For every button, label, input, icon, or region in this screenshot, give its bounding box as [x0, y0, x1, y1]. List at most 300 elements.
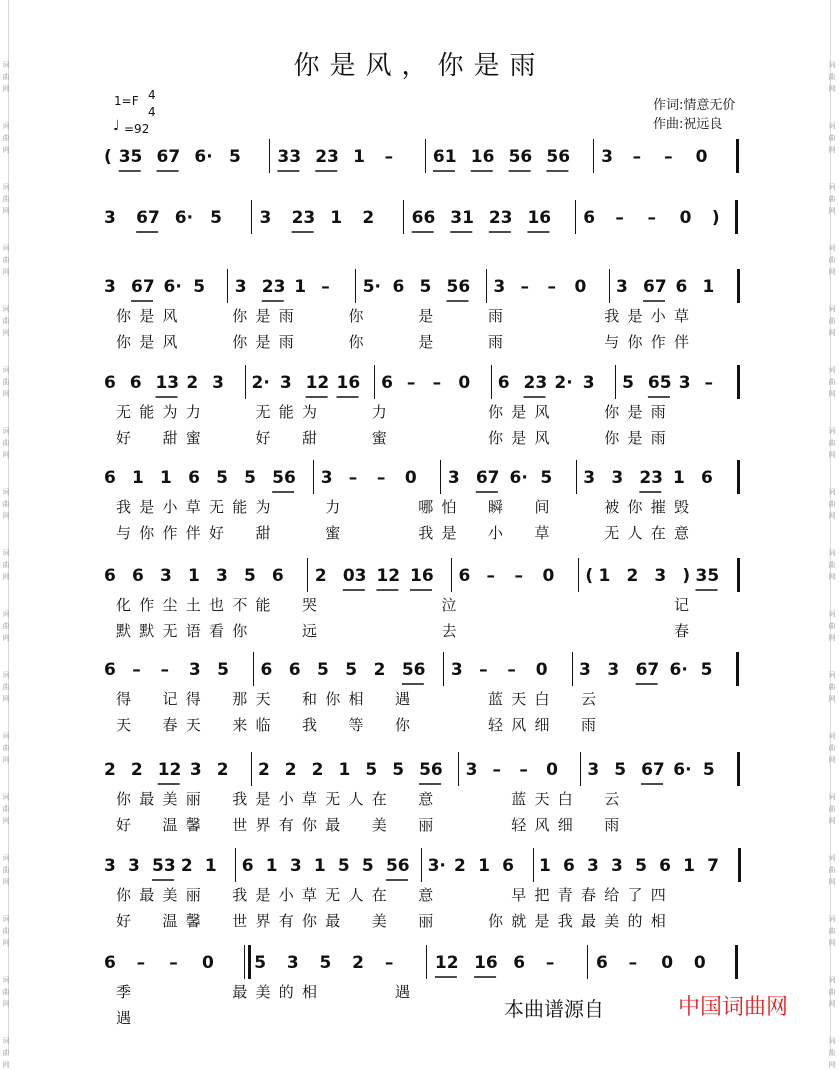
watermark-char: 词: [2, 122, 10, 130]
note-token: 6: [104, 953, 116, 973]
note-token: 3: [654, 566, 667, 586]
watermark-char: 词: [2, 671, 10, 679]
watermark-char: 网: [828, 634, 836, 642]
note-token: 3: [587, 856, 599, 876]
note-token: 6: [104, 373, 116, 393]
watermark-char: 曲: [2, 561, 10, 569]
lyric-line: 遇: [116, 1009, 140, 1027]
note-token: 6·: [669, 660, 688, 680]
note-token: 3: [587, 760, 600, 780]
lyric-line: 得 记得 那天 和你相 遇 蓝天白 云: [116, 690, 605, 708]
note-token: 2: [186, 373, 199, 393]
note-token: 5: [217, 660, 229, 680]
watermark-char: 曲: [2, 805, 10, 813]
watermark-char: 曲: [828, 195, 836, 203]
note-token: ): [711, 208, 720, 228]
note-token: 5: [319, 953, 332, 973]
note-token: 6·: [163, 277, 182, 297]
note-token: 56: [401, 660, 426, 680]
lyric-line: 我是小草无能为 力 哪怕 瞬 间 被你摧毁: [116, 498, 698, 516]
note-token: 1: [598, 566, 611, 586]
watermark-char: 词: [828, 549, 836, 557]
note-token: 3: [616, 277, 628, 297]
note-token: 2·: [554, 373, 573, 393]
note-token: 0: [404, 468, 417, 488]
note-token: 1: [353, 147, 365, 167]
watermark-char: 曲: [828, 866, 836, 874]
watermark-char: 曲: [2, 988, 10, 996]
note-token: 5: [193, 277, 206, 297]
note-token: 0: [458, 373, 471, 393]
note-token: 3·: [427, 856, 446, 876]
note-token: 3: [447, 468, 460, 488]
note-token: 23: [261, 277, 286, 297]
note-token: 3: [601, 147, 613, 167]
note-token: 5: [337, 856, 350, 876]
watermark-char: 词: [2, 366, 10, 374]
note-token: 56: [446, 277, 471, 297]
note-token: 56: [546, 147, 571, 167]
note-token: 16: [527, 208, 552, 228]
watermark-char: 曲: [2, 134, 10, 142]
note-token: 1: [265, 856, 278, 876]
watermark-char: 曲: [828, 1049, 836, 1057]
note-token: 13: [155, 373, 180, 393]
note-token: 5: [702, 760, 715, 780]
note-token: 6: [271, 566, 284, 586]
watermark-char: 网: [828, 939, 836, 947]
note-token: 3: [104, 277, 116, 297]
note-token: –: [160, 660, 170, 680]
note-token: 3: [259, 208, 272, 228]
note-token: 3: [450, 660, 463, 680]
note-token: 61: [432, 147, 457, 167]
note-token: 6: [502, 856, 514, 876]
note-token: 53: [152, 856, 176, 876]
watermark-char: 网: [2, 268, 10, 276]
note-token: 7: [707, 856, 719, 876]
note-token: 0: [535, 660, 548, 680]
note-token: 3: [279, 373, 292, 393]
note-token: 5·: [362, 277, 381, 297]
note-token: 6: [701, 468, 713, 488]
watermark-char: 词: [828, 61, 836, 69]
beam-lines: [96, 373, 756, 403]
watermark-char: 曲: [2, 439, 10, 447]
lyric-line: 你最美丽 我是小草无人在 意 蓝天白 云: [116, 790, 628, 808]
watermark-char: 词: [828, 854, 836, 862]
note-token: 67: [643, 277, 667, 297]
lyricist: 作词:情意无价: [653, 98, 736, 113]
note-token: 33: [277, 147, 302, 167]
note-token: 6·: [673, 760, 692, 780]
note-token: 6·: [509, 468, 528, 488]
beam-lines: [96, 147, 756, 177]
watermark-char: 曲: [2, 256, 10, 264]
lyric-line: 化作尘土也不能 哭 泣 记: [116, 596, 698, 614]
note-token: 67: [641, 760, 665, 780]
watermark-char: 曲: [828, 805, 836, 813]
note-token: 6: [458, 566, 471, 586]
watermark-char: 网: [2, 146, 10, 154]
note-token: –: [321, 277, 330, 297]
watermark-char: 网: [828, 85, 836, 93]
note-token: 3: [289, 856, 302, 876]
note-token: 16: [474, 953, 498, 973]
watermark-char: 网: [2, 1061, 10, 1069]
note-token: –: [547, 277, 556, 297]
note-token: 3: [188, 660, 201, 680]
watermark-char: 网: [828, 512, 836, 520]
watermark-char: 曲: [2, 622, 10, 630]
watermark-char: 网: [2, 329, 10, 337]
watermark-char: 词: [828, 305, 836, 313]
note-token: 1: [672, 468, 685, 488]
note-token: 6: [513, 953, 526, 973]
lyric-line: 季 最美的相 遇: [116, 983, 419, 1001]
watermark-char: 网: [2, 817, 10, 825]
note-token: 3: [611, 468, 624, 488]
watermark-char: 网: [2, 1000, 10, 1008]
note-token: 5: [622, 373, 635, 393]
note-token: 6: [392, 277, 405, 297]
note-token: –: [169, 953, 178, 973]
note-token: 5: [345, 660, 358, 680]
note-token: –: [507, 660, 516, 680]
lyric-line: 无能为力 无能为 力 你是风 你是雨: [116, 403, 675, 421]
watermark-char: 曲: [828, 73, 836, 81]
watermark-char: 词: [2, 427, 10, 435]
note-token: 3: [320, 468, 333, 488]
note-token: 6: [675, 277, 688, 297]
note-token: 16: [470, 147, 495, 167]
composer: 作曲:祝远良: [653, 117, 723, 132]
note-token: 6: [381, 373, 393, 393]
note-token: 5: [419, 277, 432, 297]
note-token: 1: [294, 277, 307, 297]
watermark-char: 曲: [828, 500, 836, 508]
watermark-char: 曲: [2, 500, 10, 508]
watermark-char: 词: [2, 549, 10, 557]
note-token: 5: [317, 660, 329, 680]
note-token: 2: [180, 856, 193, 876]
note-token: 5: [614, 760, 627, 780]
note-token: 1: [683, 856, 695, 876]
watermark-char: 词: [2, 793, 10, 801]
note-token: 6: [131, 566, 144, 586]
note-token: 3: [234, 277, 247, 297]
note-token: 67: [635, 660, 660, 680]
watermark-char: 网: [828, 268, 836, 276]
watermark-char: 词: [2, 732, 10, 740]
note-token: 5: [216, 468, 228, 488]
watermark-char: 曲: [828, 927, 836, 935]
beam-lines: [96, 468, 756, 498]
note-token: 6: [104, 468, 116, 488]
note-token: 2: [284, 760, 297, 780]
note-token: 56: [272, 468, 296, 488]
note-token: 35: [695, 566, 720, 586]
note-token: 0: [542, 566, 555, 586]
note-token: –: [615, 208, 624, 228]
note-token: 1: [330, 208, 343, 228]
note-token: 0: [693, 953, 706, 973]
note-token: 6: [497, 373, 510, 393]
note-token: 3: [583, 468, 596, 488]
watermark-char: 词: [2, 1037, 10, 1045]
note-token: 3: [189, 760, 202, 780]
lyric-line: 好 甜蜜 好 甜 蜜 你是风 你是雨: [116, 429, 675, 447]
note-token: 3: [582, 373, 595, 393]
watermark-char: 曲: [828, 683, 836, 691]
watermark-char: 曲: [2, 1049, 10, 1057]
watermark-char: 网: [2, 390, 10, 398]
watermark-char: 词: [2, 976, 10, 984]
watermark-char: 词: [828, 488, 836, 496]
note-token: 1: [187, 566, 200, 586]
note-token: 23: [639, 468, 664, 488]
note-token: 2: [104, 760, 116, 780]
note-token: 35: [118, 147, 143, 167]
note-token: –: [432, 373, 442, 393]
note-token: 5: [635, 856, 647, 876]
watermark-char: 词: [828, 915, 836, 923]
note-token: 6: [288, 660, 301, 680]
note-token: 2: [314, 566, 327, 586]
note-token: 2: [257, 760, 270, 780]
watermark-char: 网: [828, 1061, 836, 1069]
note-token: 5: [229, 147, 241, 167]
watermark-char: 曲: [2, 195, 10, 203]
note-token: –: [132, 660, 141, 680]
note-token: 1: [132, 468, 144, 488]
site-name: 中国词曲网: [678, 995, 789, 1020]
note-token: –: [492, 760, 501, 780]
watermark-char: 网: [2, 695, 10, 703]
note-token: –: [628, 953, 638, 973]
note-token: 5: [365, 760, 378, 780]
note-token: 1: [538, 856, 551, 876]
note-token: 2: [373, 660, 386, 680]
note-token: 0: [661, 953, 674, 973]
note-token: 16: [336, 373, 361, 393]
watermark-char: 词: [828, 427, 836, 435]
tempo: =92: [124, 122, 150, 136]
note-token: 2: [454, 856, 466, 876]
note-token: 23: [315, 147, 339, 167]
note-token: –: [136, 953, 146, 973]
note-token: –: [376, 468, 386, 488]
note-token: 12: [434, 953, 459, 973]
watermark-char: 网: [828, 451, 836, 459]
watermark-char: 词: [2, 183, 10, 191]
watermark-char: 词: [2, 488, 10, 496]
note-token: 67: [136, 208, 160, 228]
note-token: 16: [410, 566, 434, 586]
note-token: 6: [129, 373, 142, 393]
watermark-char: 曲: [2, 73, 10, 81]
note-token: 2: [216, 760, 229, 780]
note-token: 5: [700, 660, 713, 680]
lyric-line: 好 温馨 世界有你最 美 丽 轻风细 雨: [116, 816, 628, 834]
note-token: –: [348, 468, 358, 488]
watermark-char: 网: [2, 512, 10, 520]
note-token: 6: [562, 856, 575, 876]
watermark-char: 网: [2, 756, 10, 764]
quarter-note-icon: ♩: [113, 118, 120, 134]
watermark-char: 曲: [2, 927, 10, 935]
note-token: –: [545, 953, 555, 973]
note-token: (: [585, 566, 594, 586]
note-token: 3: [215, 566, 228, 586]
note-token: –: [519, 760, 528, 780]
key-signature: 1=F: [114, 94, 139, 108]
note-token: 3: [493, 277, 506, 297]
note-token: 23: [488, 208, 513, 228]
note-token: –: [632, 147, 642, 167]
note-token: 12: [376, 566, 401, 586]
note-token: 5: [254, 953, 267, 973]
note-token: –: [664, 147, 673, 167]
note-token: 1: [204, 856, 217, 876]
note-token: 3: [104, 856, 116, 876]
beam-lines: [96, 566, 756, 596]
watermark-char: 网: [828, 146, 836, 154]
note-token: –: [384, 953, 394, 973]
note-token: –: [514, 566, 523, 586]
note-token: 23: [523, 373, 548, 393]
watermark-char: 词: [2, 915, 10, 923]
note-token: 1: [160, 468, 172, 488]
watermark-char: 词: [2, 61, 10, 69]
watermark-char: 曲: [2, 378, 10, 386]
lyric-line: 你是风 你是雨 你 是 雨 我是小草: [116, 307, 698, 325]
watermark-char: 词: [2, 244, 10, 252]
watermark-char: 词: [828, 366, 836, 374]
beam-lines: [96, 660, 756, 690]
note-token: 5: [244, 468, 256, 488]
note-token: 67: [131, 277, 155, 297]
note-token: 0: [695, 147, 708, 167]
note-token: 6: [583, 208, 596, 228]
watermark-char: 网: [2, 85, 10, 93]
note-token: 03: [342, 566, 367, 586]
source-label: 本曲谱源自: [504, 997, 604, 1021]
watermark-char: 词: [828, 732, 836, 740]
beam-lines: [96, 277, 756, 307]
note-token: 67: [475, 468, 500, 488]
left-page-edge: [0, 0, 9, 1053]
note-token: 3: [212, 373, 224, 393]
watermark-char: 词: [828, 1037, 836, 1045]
watermark-char: 曲: [828, 439, 836, 447]
watermark-char: 词: [828, 793, 836, 801]
watermark-char: 网: [828, 207, 836, 215]
note-token: –: [647, 208, 657, 228]
note-token: 1: [702, 277, 715, 297]
lyric-line: 与你作伴好 甜 蜜 我是 小 草 无人在意: [116, 524, 698, 542]
watermark-char: 词: [828, 183, 836, 191]
note-token: 12: [305, 373, 330, 393]
watermark-char: 词: [828, 122, 836, 130]
watermark-char: 网: [2, 573, 10, 581]
watermark-char: 曲: [828, 317, 836, 325]
note-token: 12: [157, 760, 182, 780]
lyric-line: 好 温馨 世界有你最 美 丽 你就是我最美的相: [116, 912, 675, 930]
beam-lines: [96, 953, 756, 983]
note-token: 5: [392, 760, 405, 780]
watermark-char: 网: [828, 390, 836, 398]
watermark-char: 网: [2, 207, 10, 215]
note-token: 66: [411, 208, 436, 228]
note-token: 5: [243, 566, 256, 586]
watermark-char: 网: [828, 756, 836, 764]
watermark-char: 曲: [828, 256, 836, 264]
note-token: 0: [546, 760, 559, 780]
watermark-char: 曲: [828, 744, 836, 752]
note-token: 0: [201, 953, 214, 973]
watermark-char: 词: [2, 854, 10, 862]
watermark-char: 网: [2, 634, 10, 642]
note-token: 56: [385, 856, 410, 876]
beam-lines: [96, 760, 756, 790]
lyric-line: 你最美丽 我是小草无人在 意 早把青春给了四: [116, 886, 675, 904]
note-token: 23: [291, 208, 316, 228]
note-token: –: [520, 277, 529, 297]
note-token: 2: [626, 566, 639, 586]
note-token: 1: [478, 856, 490, 876]
note-token: –: [479, 660, 488, 680]
note-token: ): [682, 566, 691, 586]
note-token: 3: [465, 760, 478, 780]
note-token: 6: [104, 660, 116, 680]
watermark-char: 曲: [2, 683, 10, 691]
watermark-char: 网: [2, 939, 10, 947]
note-token: 6·: [194, 147, 213, 167]
watermark-char: 词: [828, 671, 836, 679]
beam-lines: [96, 856, 756, 886]
note-token: 0: [574, 277, 587, 297]
note-token: 67: [156, 147, 181, 167]
note-token: 2: [311, 760, 324, 780]
watermark-char: 曲: [828, 622, 836, 630]
watermark-char: 网: [828, 695, 836, 703]
watermark-char: 网: [828, 573, 836, 581]
time-signature-bottom: 4: [148, 105, 156, 119]
watermark-char: 网: [828, 329, 836, 337]
watermark-char: 网: [828, 817, 836, 825]
lyric-line: 天 春天 来临 我 等 你 轻风细 雨: [116, 716, 605, 734]
note-token: 6: [241, 856, 254, 876]
note-token: –: [704, 373, 714, 393]
note-token: –: [406, 373, 416, 393]
right-page-edge: [830, 0, 839, 1053]
note-token: 5: [210, 208, 222, 228]
note-token: 2: [130, 760, 143, 780]
watermark-char: 词: [828, 610, 836, 618]
note-token: 3: [104, 208, 116, 228]
watermark-char: 网: [828, 1000, 836, 1008]
note-token: 2·: [251, 373, 270, 393]
note-token: 6: [595, 953, 608, 973]
note-token: 5: [540, 468, 553, 488]
note-token: 3: [286, 953, 299, 973]
note-token: 3: [607, 660, 620, 680]
watermark-char: 网: [2, 451, 10, 459]
note-token: 1: [338, 760, 351, 780]
watermark-char: 词: [2, 610, 10, 618]
note-token: 56: [419, 760, 443, 780]
